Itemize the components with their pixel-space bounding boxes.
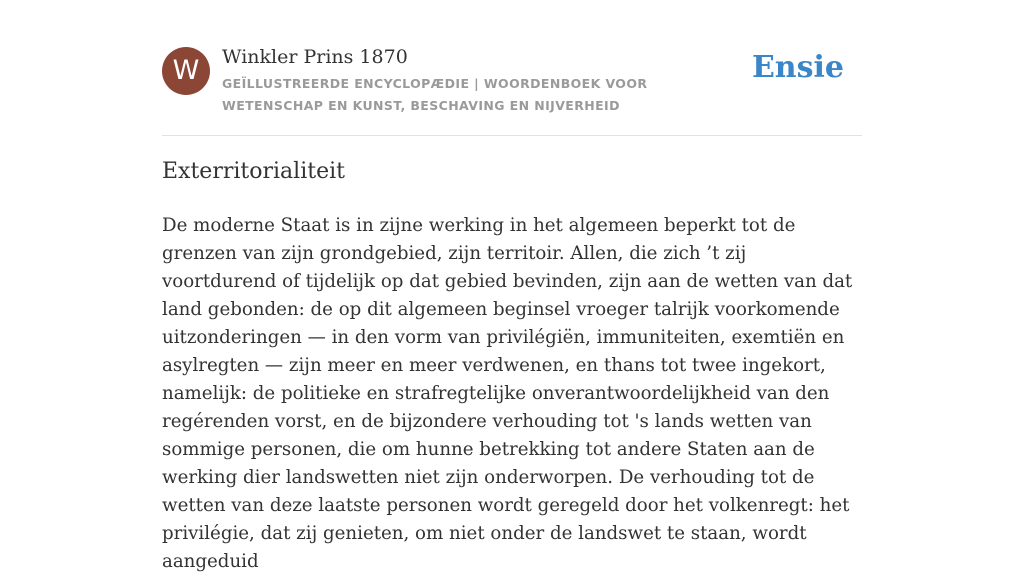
entry-body: De moderne Staat is in zijne werking in het algemeen beperkt tot de grenzen van zijn grondgebied, zijn territoir. Allen, die zich ’t zij voortdurend of tijdelijk op dat gebied bevinden, zijn aan de wetten van dat land gebonden: de op dit algemeen beginsel vroeger talrijk voorkomende uitzonderingen — in den vorm van privilégiën, immuniteiten, exemtiën en asylregten — zijn meer en meer verdwenen, en thans tot twee ingekort, namelijk: de politieke en strafregtelijke onverantwoordelijkheid van den regérenden vorst, en de bijzondere verhouding tot 's lands wetten van sommige personen, die om hunne betrekking tot andere Staten aan de werking dier landswetten niet zijn onderworpen. De verhouding tot de wetten van deze laatste personen wordt geregeld door het volkenregt: het privilégie, dat zij genieten, om niet onder de landswet te staan, wordt aangeduid	[162, 215, 853, 572]
source-subtitle: GEÏLLUSTREERDE ENCYCLOPÆDIE | WOORDENBOEK VOOR WETENSCHAP EN KUNST, BESCHAVING EN NIJVERHEID	[222, 76, 648, 113]
source-avatar[interactable]: W	[162, 47, 210, 95]
entry-title: Exterritorialiteit	[162, 159, 345, 184]
source-title[interactable]: Winkler Prins 1870	[222, 46, 408, 68]
source-header	[162, 44, 862, 136]
ensie-logo[interactable]: Ensie	[751, 50, 844, 85]
header-divider	[162, 135, 862, 136]
